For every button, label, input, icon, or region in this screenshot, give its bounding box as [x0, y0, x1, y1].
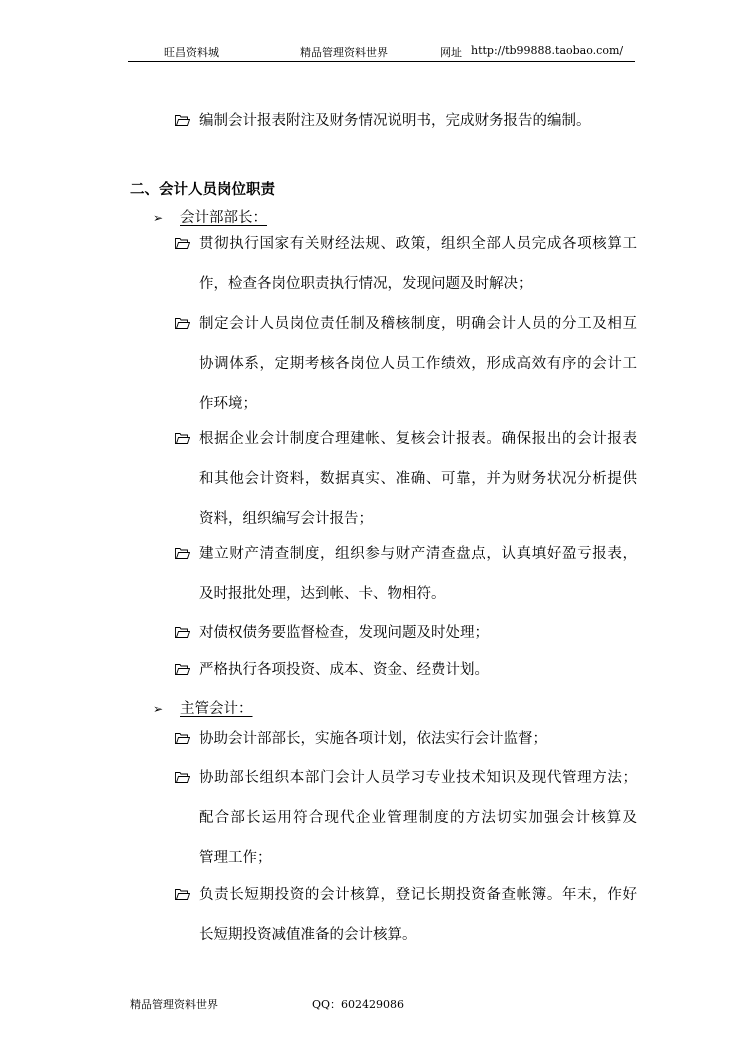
list-item	[175, 882, 637, 962]
folder-icon	[175, 733, 190, 744]
item-line: 协调体系，定期考核各岗位人员工作绩效，形成高效有序的会计工	[199, 356, 637, 372]
item-line: 管理工作；	[199, 850, 272, 866]
footer-left: 精品管理资料世界	[130, 998, 218, 1011]
list-item	[175, 765, 637, 885]
header-site-label: 网址	[440, 46, 462, 59]
list-item	[175, 657, 637, 697]
item-line: 作环境；	[199, 396, 257, 412]
arrow-bullet-icon: ➢	[153, 702, 164, 716]
item-line: 配合部长运用符合现代企业管理制度的方法切实加强会计核算及	[199, 810, 637, 826]
item-line: 协助部长组织本部门会计人员学习专业技术知识及现代管理方法；	[199, 770, 637, 786]
item-line: 协助会计部部长，实施各项计划，依法实行会计监督；	[199, 731, 547, 747]
item-line: 建立财产清查制度，组织参与财产清查盘点，认真填好盈亏报表，	[199, 546, 637, 562]
list-item-intro	[175, 108, 637, 148]
subsection-label: 会计部部长：	[180, 210, 267, 226]
header-rule	[128, 61, 635, 62]
list-item	[175, 311, 637, 431]
item-line: 及时报批处理，达到帐、卡、物相符。	[199, 586, 446, 602]
item-line: 负责长短期投资的会计核算，登记长期投资备查帐簿。年末，作好	[199, 887, 637, 903]
folder-icon	[175, 318, 190, 329]
folder-icon	[175, 664, 190, 675]
item-line: 长短期投资减值准备的会计核算。	[199, 927, 417, 943]
subsection-label: 主管会计：	[180, 701, 253, 717]
list-item	[175, 426, 637, 546]
arrow-bullet-icon: ➢	[153, 211, 164, 225]
footer-qq: QQ：602429086	[312, 998, 405, 1011]
subsection-heading	[153, 697, 253, 718]
item-line: 贯彻执行国家有关财经法规、政策，组织全部人员完成各项核算工	[199, 236, 637, 252]
folder-icon	[175, 433, 190, 444]
item-line: 资料，组织编写会计报告；	[199, 511, 373, 527]
item-line: 和其他会计资料，数据真实、准确、可靠，并为财务状况分析提供	[199, 471, 637, 487]
list-item	[175, 541, 637, 621]
folder-icon	[175, 115, 190, 126]
header-site-url[interactable]: http://tb99888.taobao.com/	[471, 44, 624, 57]
item-line: 对债权债务要监督检查，发现问题及时处理；	[199, 625, 489, 641]
header-left: 旺昌资料城	[164, 46, 219, 59]
subsection-heading	[153, 206, 267, 227]
item-line: 制定会计人员岗位责任制及稽核制度，明确会计人员的分工及相互	[199, 316, 637, 332]
list-item	[175, 231, 637, 311]
header-center: 精品管理资料世界	[300, 46, 388, 59]
list-item	[175, 726, 637, 766]
item-line: 编制会计报表附注及财务情况说明书，完成财务报告的编制。	[199, 113, 591, 129]
list-item	[175, 620, 637, 660]
section-title: 二、会计人员岗位职责	[130, 181, 275, 198]
item-line: 根据企业会计制度合理建帐、复核会计报表。确保报出的会计报表	[199, 431, 637, 447]
folder-icon	[175, 627, 190, 638]
folder-icon	[175, 238, 190, 249]
folder-icon	[175, 548, 190, 559]
folder-icon	[175, 772, 190, 783]
folder-icon	[175, 889, 190, 900]
item-line: 严格执行各项投资、成本、资金、经费计划。	[199, 662, 489, 678]
item-line: 作，检查各岗位职责执行情况，发现问题及时解决；	[199, 276, 533, 292]
